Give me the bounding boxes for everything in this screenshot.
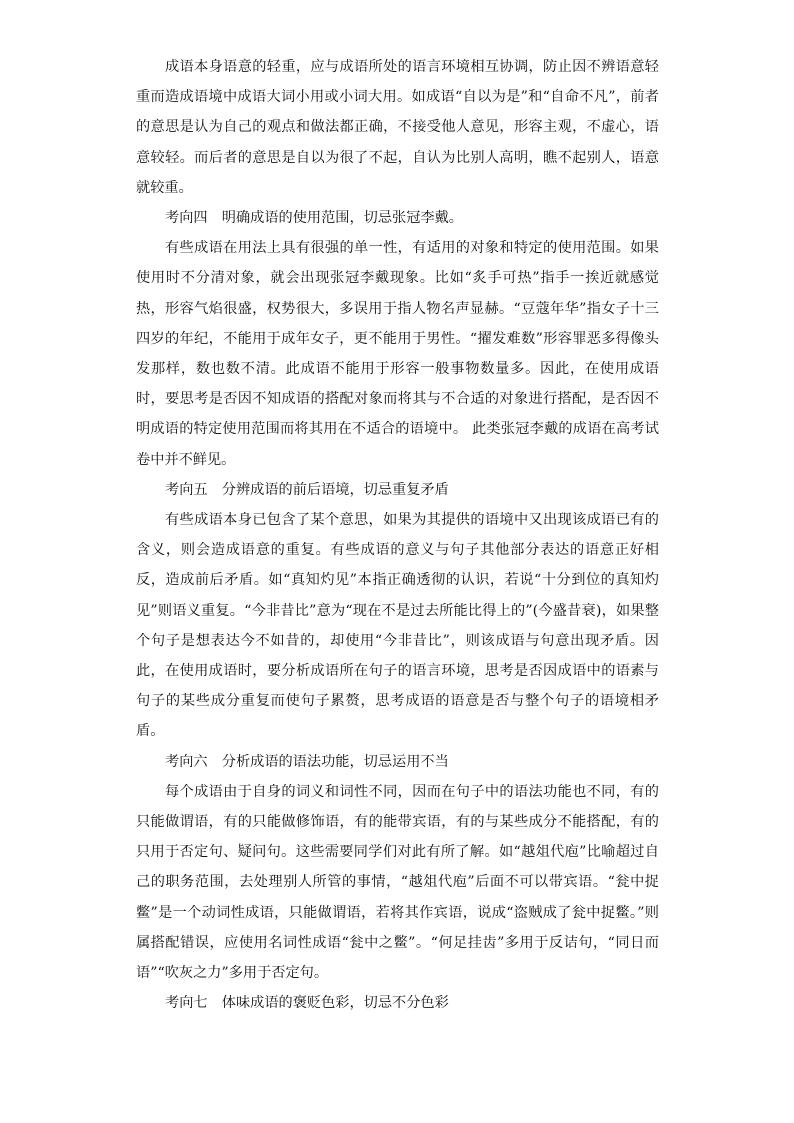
section-heading-4: 考向四 明确成语的使用范围，切忌张冠李戴。 [165, 210, 463, 227]
section-heading-6: 考向六 分析成语的语法功能，切忌运用不当 [165, 753, 449, 770]
section-heading-7: 考向七 体味成语的褒贬色彩，切忌不分色彩 [165, 995, 449, 1012]
paragraph-grammar-function: 每个成语由于自身的词义和词性不同，因而在句子中的语法功能也不同，有的只能做谓语，有的只能做修饰语，有的能带宾语，有的与某些成分不能搭配，有的只用于否定句、疑问句。这些需要同学们对此有所了解。如“越俎代庖”比喻超过自己的职务范围，去处理别人所管的事情，“越俎代庖”后面不可以带宾语。“瓮中捉鳖”是一个动词性成语，只能做谓语，若将其作宾语，说成“盗贼成了瓮中捉鳖。”则属搭配错误，应使用名词性成语“瓮中之鳖”。“何足挂齿”多用于反诘句，“同日而语”“吹灰之力”多用于否定句。 [136, 783, 659, 982]
paragraph-idiom-weight: 成语本身语意的轻重，应与成语所处的语言环境相互协调，防止因不辨语意轻重而造成语境中成语大词小用或小词大用。如成语“自以为是”和“自命不凡”，前者的意思是认为自己的观点和做法都正确，不接受他人意见，形容主观，不虚心，语意较轻。而后者的意思是自以为很了不起，自认为比别人高明，瞧不起别人，语意就较重。 [136, 59, 659, 196]
document-body [136, 52, 659, 1019]
section-heading-5: 考向五 分辨成语的前后语境，切忌重复矛盾 [165, 481, 449, 498]
paragraph-context-contradiction: 有些成语本身已包含了某个意思，如果为其提供的语境中又出现该成语已有的含义，则会造成语意的重复。有些成语的意义与句子其他部分表达的语意正好相反，造成前后矛盾。如“真知灼见”本指正确透彻的认识，若说“十分到位的真知灼见”则语义重复。“今非昔比”意为“现在不是过去所能比得上的”(今盛昔衰)，如果整个句子是想表达今不如昔的，却使用“今非昔比”，则该成语与句意出现矛盾。因此，在使用成语时，要分析成语所在句子的语言环境，思考是否因成语中的语素与句子的某些成分重复而使句子累赘，思考成语的语意是否与整个句子的语境相矛盾。 [136, 512, 659, 740]
paragraph-usage-scope: 有些成语在用法上具有很强的单一性，有适用的对象和特定的使用范围。如果使用时不分清对象，就会出现张冠李戴现象。比如“炙手可热”指手一挨近就感觉热，形容气焰很盛，权势很大，多误用于指人物名声显赫。“豆蔻年华”指女子十三四岁的年纪，不能用于成年女子，更不能用于男性。“擢发难数”形容罪恶多得像头发那样，数也数不清。此成语不能用于形容一般事物数量多。因此，在使用成语时，要思考是否因不知成语的搭配对象而将其与不合适的对象进行搭配，是否因不明成语的特定使用范围而将其用在不适合的语境中。 此类张冠李戴的成语在高考试卷中并不鲜见。 [136, 240, 659, 468]
